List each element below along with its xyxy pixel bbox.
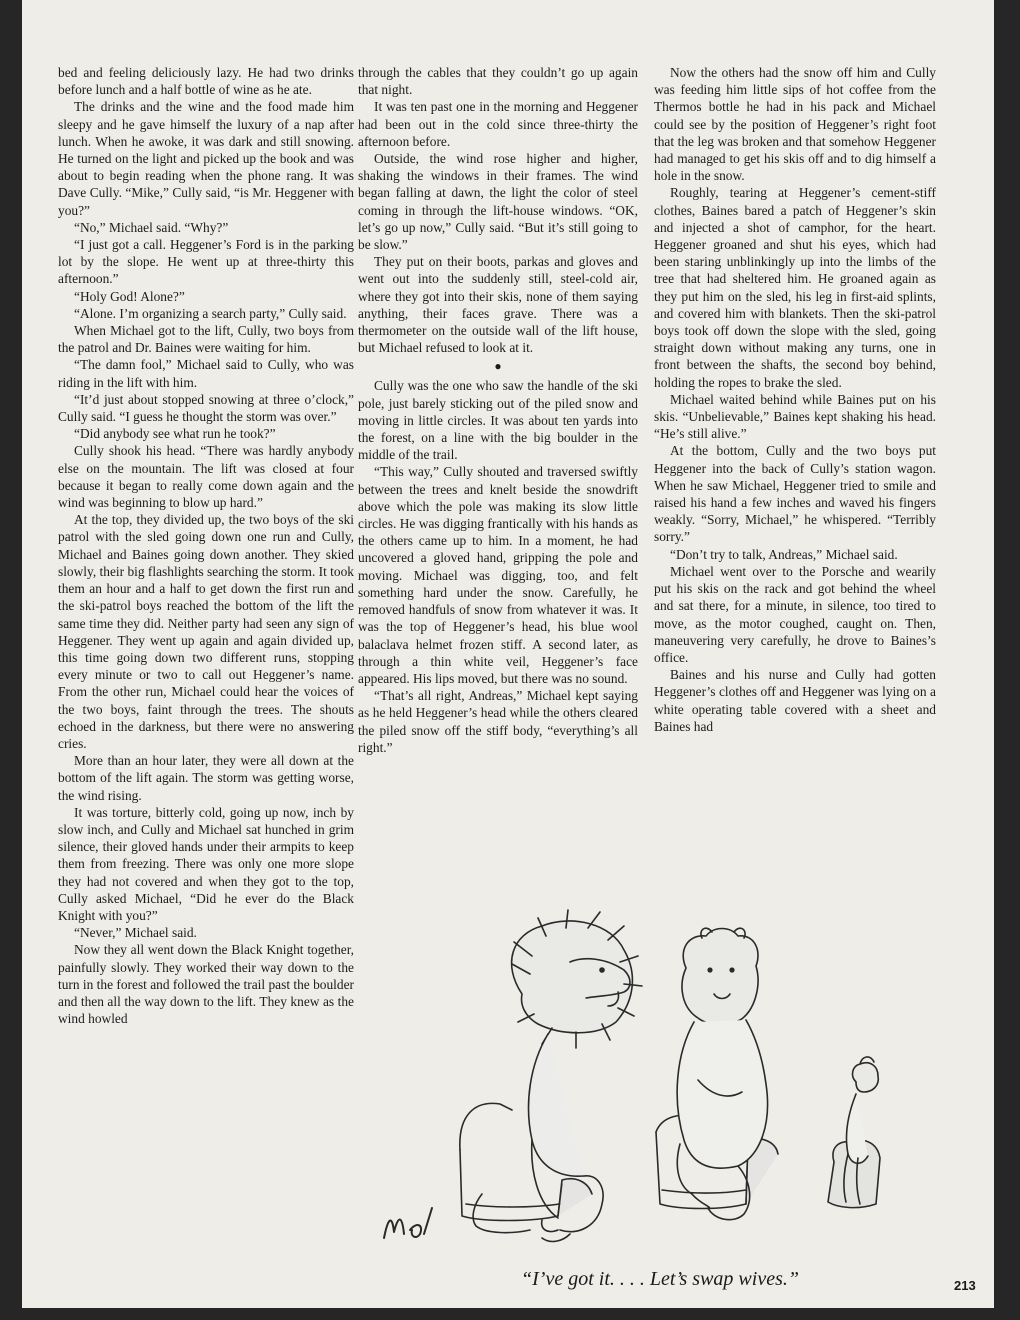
lion-figure bbox=[473, 910, 642, 1241]
page-number: 213 bbox=[954, 1278, 976, 1293]
cartoon-illustration bbox=[362, 904, 950, 1256]
paragraph: When Michael got to the lift, Cully, two boys from the patrol and Dr. Baines were waiting for him. bbox=[58, 323, 354, 356]
paragraph: It was torture, bitterly cold, going up now, inch by slow inch, and Cully and Michael sat hunched in grim silence, their gloved hands under their armpits to keep them from freezing. There was only one more slope they had not covered and when they got to the top, Cully asked Michael, “Did he ever do the Black Knight with you?” bbox=[58, 804, 354, 923]
cartoon-caption: “I’ve got it. . . . Let’s swap wives.” bbox=[521, 1268, 799, 1290]
paragraph: Cully was the one who saw the handle of the ski pole, just barely sticking out of the piled snow and moving in little circles. It was about ten yards into the forest, on a line with the big boulder in the middle of the trail. bbox=[358, 378, 638, 463]
text-column-2 bbox=[358, 64, 638, 756]
paragraph: “Alone. I’m organizing a search party,” Cully said. bbox=[74, 305, 347, 321]
paragraph: Outside, the wind rose higher and higher, shaking the windows in their frames. The wind began falling at dawn, the light the color of steel coming in through the lift-house windows. “OK, let’s go up now,” Cully said. “But it’s still going to be slow.” bbox=[358, 151, 638, 253]
paragraph: More than an hour later, they were all down at the bottom of the lift again. The storm was getting worse, the wind rising. bbox=[58, 753, 354, 803]
column-2-bottom-text bbox=[358, 377, 638, 755]
section-break-bullet: ● bbox=[494, 359, 502, 374]
artist-signature-drawing bbox=[384, 1208, 432, 1238]
paragraph: “The damn fool,” Michael said to Cully, who was riding in the lift with him. bbox=[58, 357, 354, 390]
paragraph: Michael waited behind while Baines put on his skis. “Unbelievable,” Baines kept shaking his head. “He’s still alive.” bbox=[654, 391, 936, 442]
paragraph: Cully shook his head. “There was hardly anybody else on the mountain. The lift was closed at four because it began to really come down again and the wind was beginning to blow up hard.” bbox=[58, 443, 354, 511]
paragraph: Baines and his nurse and Cully had gotten Heggener’s clothes off and Heggener was lying on a white operating table covered with a sheet and Baines had bbox=[654, 667, 936, 734]
paragraph: At the bottom, Cully and the two boys put Heggener into the back of Cully’s station wagon. When he saw Michael, Heggener tried to smile and raised his hand a few inches and waved his fingers weakly. “Sorry, Michael,” he whispered. “Terribly sorry.” bbox=[654, 443, 936, 545]
paragraph: It was ten past one in the morning and Heggener had been out in the cold since three-thirty the afternoon before. bbox=[358, 99, 638, 149]
magazine-page bbox=[22, 0, 994, 1308]
paragraph: “It’d just about stopped snowing at three o’clock,” Cully said. “I guess he thought the storm was over.” bbox=[58, 391, 354, 425]
paragraph: Now the others had the snow off him and Cully was feeding him little sips of hot coffee from the Thermos bottle he had in his pack and Michael could see by the position of Heggener’s right foot that the leg was broken and that somehow Heggener had managed to get his skis off and to dig himself a hole in the snow. bbox=[654, 65, 936, 184]
column-2-top-text bbox=[358, 64, 638, 356]
paragraph: “No,” Michael said. “Why?” bbox=[74, 219, 229, 235]
paragraph: “Don’t try to talk, Andreas,” Michael said. bbox=[670, 546, 898, 562]
paragraph: “Never,” Michael said. bbox=[74, 925, 197, 941]
paragraph: “Holy God! Alone?” bbox=[74, 288, 185, 304]
paragraph: “I just got a call. Heggener’s Ford is in the parking lot by the slope. He went up at three-thirty this afternoon.” bbox=[58, 237, 354, 287]
paragraph: Roughly, tearing at Heggener’s cement-stiff clothes, Baines bared a patch of Heggener’s skin and injected a shot of camphor, for the heart. Heggener groaned and shut his eyes, which had been staring unblinkingly up into the limbs of the tree that had sheltered him. He groaned again as they put him on the sled, his leg in first-aid splints, and covered him with blankets. Then the ski-patrol boys took off down the slope with the sled, going straight down without making any turns, one in front between the shafts, the second boy behind, holding the ropes to brake the sled. bbox=[654, 185, 936, 390]
paragraph: At the top, they divided up, the two boys of the ski patrol with the sled going down one run and Cully, Michael and Baines going down another. They skied slowly, their big flashlights searching the storm. It took them an hour and a half to get down the first run and the ski-patrol boys reached the bottom of the lift the same time they did. Neither party had seen any sign of Heggener. They went up again and again divided up, this time going down two different runs, stopping every minute or two to call out Heggener’s name. From the other run, Michael could hear the voices of the two boys, faint through the trees. The shouts echoed in the darkness, but there were no answering cries. bbox=[58, 512, 354, 751]
paragraph: The drinks and the wine and the food made him sleepy and he gave himself the luxury of a nap after lunch. When he awoke, it was dark and still snowing. He turned on the light and picked up the book and was about to begin reading when the phone rang. It was Dave Cully. “Mike,” Cully said, “is Mr. Heggener with you?” bbox=[58, 99, 354, 218]
paragraph: through the cables that they couldn’t go up again that night. bbox=[358, 65, 638, 98]
small-man-figure bbox=[828, 1057, 880, 1208]
text-column-1 bbox=[58, 64, 354, 1027]
text-column-3 bbox=[654, 64, 936, 735]
paragraph: “Did anybody see what run he took?” bbox=[74, 426, 276, 442]
paragraph: Now they all went down the Black Knight together, painfully slowly. They worked their way down to the turn in the forest and followed the trail past the boulder and then all the way down to the lift. They knew as the wind howled bbox=[58, 942, 354, 1027]
paragraph: Michael went over to the Porsche and wearily put his skis on the rack and got behind the wheel and sat there, for a minute, in silence, too tired to move, as the motor coughed, caught on. Then, maneuvering very carefully, he drove to Baines’s office. bbox=[654, 563, 936, 665]
paragraph: “That’s all right, Andreas,” Michael kept saying as he held Heggener’s head while the others cleared the piled snow off the stiff body, “everything’s all right.” bbox=[358, 688, 638, 755]
paragraph: They put on their boots, parkas and gloves and went out into the suddenly still, steel-cold air, where they got into their skis, none of them saying anything, their faces grave. There was a thermometer on the outside wall of the lift house, but Michael refused to look at it. bbox=[358, 254, 638, 356]
paragraph: “This way,” Cully shouted and traversed swiftly between the trees and knelt beside the snowdrift above which the pole was making its slow little circles. He was digging frantically with his hands as the others came up to him. In a moment, he had uncovered a gloved hand, gripping the pole and moving. Michael was digging, too, and felt something hard under the snow. Carefully, he removed handfuls of snow from whatever it was. It was the top of Heggener’s head, his blue wool balaclava helmet frozen stiff. A second later, as through a thin white veil, Heggener’s face appeared. His lips moved, but there was no sound. bbox=[358, 464, 638, 686]
paragraph: bed and feeling deliciously lazy. He had two drinks before lunch and a half bottle of wine as he ate. bbox=[58, 65, 354, 98]
